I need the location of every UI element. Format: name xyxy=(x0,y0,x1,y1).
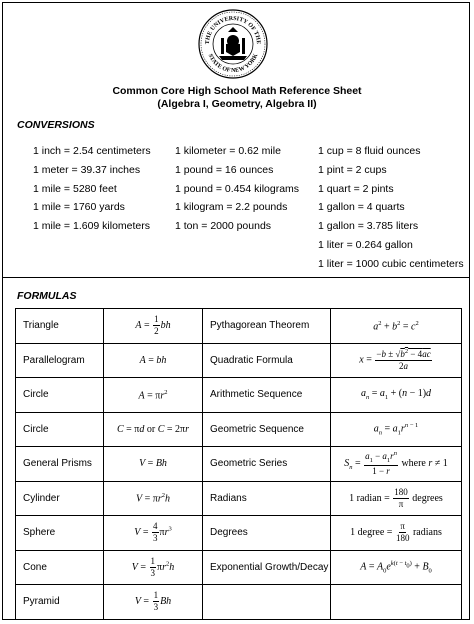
pyramid-volume-formula: V = $\frac{1}{3}$ Bh xyxy=(104,585,203,620)
page-subtitle: (Algebra I, Geometry, Algebra II) xyxy=(157,98,317,110)
formula-name: General Prisms xyxy=(16,447,104,482)
formula-name: Cone xyxy=(16,550,104,585)
formula-name: Exponential Growth/Decay xyxy=(203,550,331,585)
conversion-item: 1 mile = 1.609 kilometers xyxy=(33,220,151,233)
conversion-item: 1 inch = 2.54 centimeters xyxy=(33,145,151,157)
conversion-item: 1 mile = 1760 yards xyxy=(33,201,125,214)
conversion-item: 1 ton = 2000 pounds xyxy=(175,220,272,233)
page-title: Common Core High School Math Reference Sheet xyxy=(112,85,362,97)
conversions-heading: CONVERSIONS xyxy=(17,119,95,131)
conversions-column-3 xyxy=(318,145,464,277)
conversion-item: 1 kilometer = 0.62 mile xyxy=(175,145,281,157)
conversion-item: 1 quart = 2 pints xyxy=(318,182,394,195)
formula-name: Quadratic Formula xyxy=(203,343,331,378)
degrees-formula: 1 degree = $\frac{\pi}{180}$ radians xyxy=(331,516,462,551)
triangle-area-formula: A = $\frac{1}{2}$ bh xyxy=(104,309,203,344)
formula-name: Sphere xyxy=(16,516,104,551)
pythagorean-formula: $a^2 + b^2 = c^2$ xyxy=(331,309,462,344)
conversion-item: 1 liter = 0.264 gallon xyxy=(318,238,413,251)
new-york-state-seal xyxy=(197,8,269,80)
table-row xyxy=(16,343,462,378)
table-row xyxy=(16,481,462,516)
conversions-column-1 xyxy=(33,145,151,239)
conversion-item: 1 pound = 0.454 kilograms xyxy=(175,182,300,195)
conversion-item: 1 cup = 8 fluid ounces xyxy=(318,145,421,157)
formula-name: Cylinder xyxy=(16,481,104,516)
sphere-volume-formula: V = $\frac{4}{3}$ $\pi r^3$ xyxy=(104,516,203,551)
conversion-item: 1 kilogram = 2.2 pounds xyxy=(175,201,288,214)
geometric-series-formula: $S_n$ = $\frac{a_1 - a_1r^n}{1 - r}$ where r ≠ 1 xyxy=(331,447,462,482)
prism-volume-formula: V = Bh xyxy=(104,447,203,482)
formula-name: Degrees xyxy=(203,516,331,551)
table-row xyxy=(16,550,462,585)
table-row xyxy=(16,378,462,413)
table-row xyxy=(16,309,462,344)
formula-name: Parallelogram xyxy=(16,343,104,378)
conversion-item: 1 pound = 16 ounces xyxy=(175,163,274,176)
conversion-item: 1 pint = 2 cups xyxy=(318,163,387,176)
table-row xyxy=(16,447,462,482)
conversion-item: 1 meter = 39.37 inches xyxy=(33,163,141,176)
quadratic-formula: x = $\frac{-b \pm √b^2 - 4ac}{2a}$ xyxy=(331,343,462,378)
formulas-heading: FORMULAS xyxy=(17,290,77,302)
conversion-item: 1 liter = 1000 cubic centimeters xyxy=(318,257,464,270)
radians-formula: 1 radian = $\frac{180}{\pi}$ degrees xyxy=(331,481,462,516)
svg-text:THE UNIVERSITY OF THE: THE UNIVERSITY OF THE xyxy=(204,15,262,45)
arithmetic-sequence-formula: $a_n = a_1 + (n - 1)d$ xyxy=(331,378,462,413)
cylinder-volume-formula: $V = \pi r^2h$ xyxy=(104,481,203,516)
parallelogram-area-formula: A = bh xyxy=(104,343,203,378)
formula-name: Triangle xyxy=(16,309,104,344)
conversions-column-2 xyxy=(175,145,299,239)
section-divider xyxy=(2,277,470,278)
table-row xyxy=(16,516,462,551)
formula-name: Pythagorean Theorem xyxy=(203,309,331,344)
empty-cell xyxy=(331,585,462,620)
cone-volume-formula: V = $\frac{1}{3}$ $\pi r^2h$ xyxy=(104,550,203,585)
formula-name: Geometric Sequence xyxy=(203,412,331,447)
conversion-item: 1 gallon = 4 quarts xyxy=(318,201,405,214)
svg-text:STATE OF NEW YORK: STATE OF NEW YORK xyxy=(206,53,260,75)
circle-circumference-formula: C = πd or C = 2πr xyxy=(104,412,203,447)
formula-name: Pyramid xyxy=(16,585,104,620)
formula-name: Radians xyxy=(203,481,331,516)
empty-cell xyxy=(203,585,331,620)
conversion-item: 1 gallon = 3.785 liters xyxy=(318,220,419,233)
conversion-item: 1 mile = 5280 feet xyxy=(33,182,117,195)
geometric-sequence-formula: $a_n = a_1r^{n - 1}$ xyxy=(331,412,462,447)
formula-name: Circle xyxy=(16,378,104,413)
exponential-formula: $A = A_0e^{k(t - t_0)} + B_0$ xyxy=(331,550,462,585)
formula-name: Geometric Series xyxy=(203,447,331,482)
circle-area-formula: $A = \pi r^2$ xyxy=(104,378,203,413)
table-row xyxy=(16,412,462,447)
table-row xyxy=(16,585,462,620)
formula-name: Circle xyxy=(16,412,104,447)
formula-name: Arithmetic Sequence xyxy=(203,378,331,413)
formulas-table xyxy=(15,308,462,620)
